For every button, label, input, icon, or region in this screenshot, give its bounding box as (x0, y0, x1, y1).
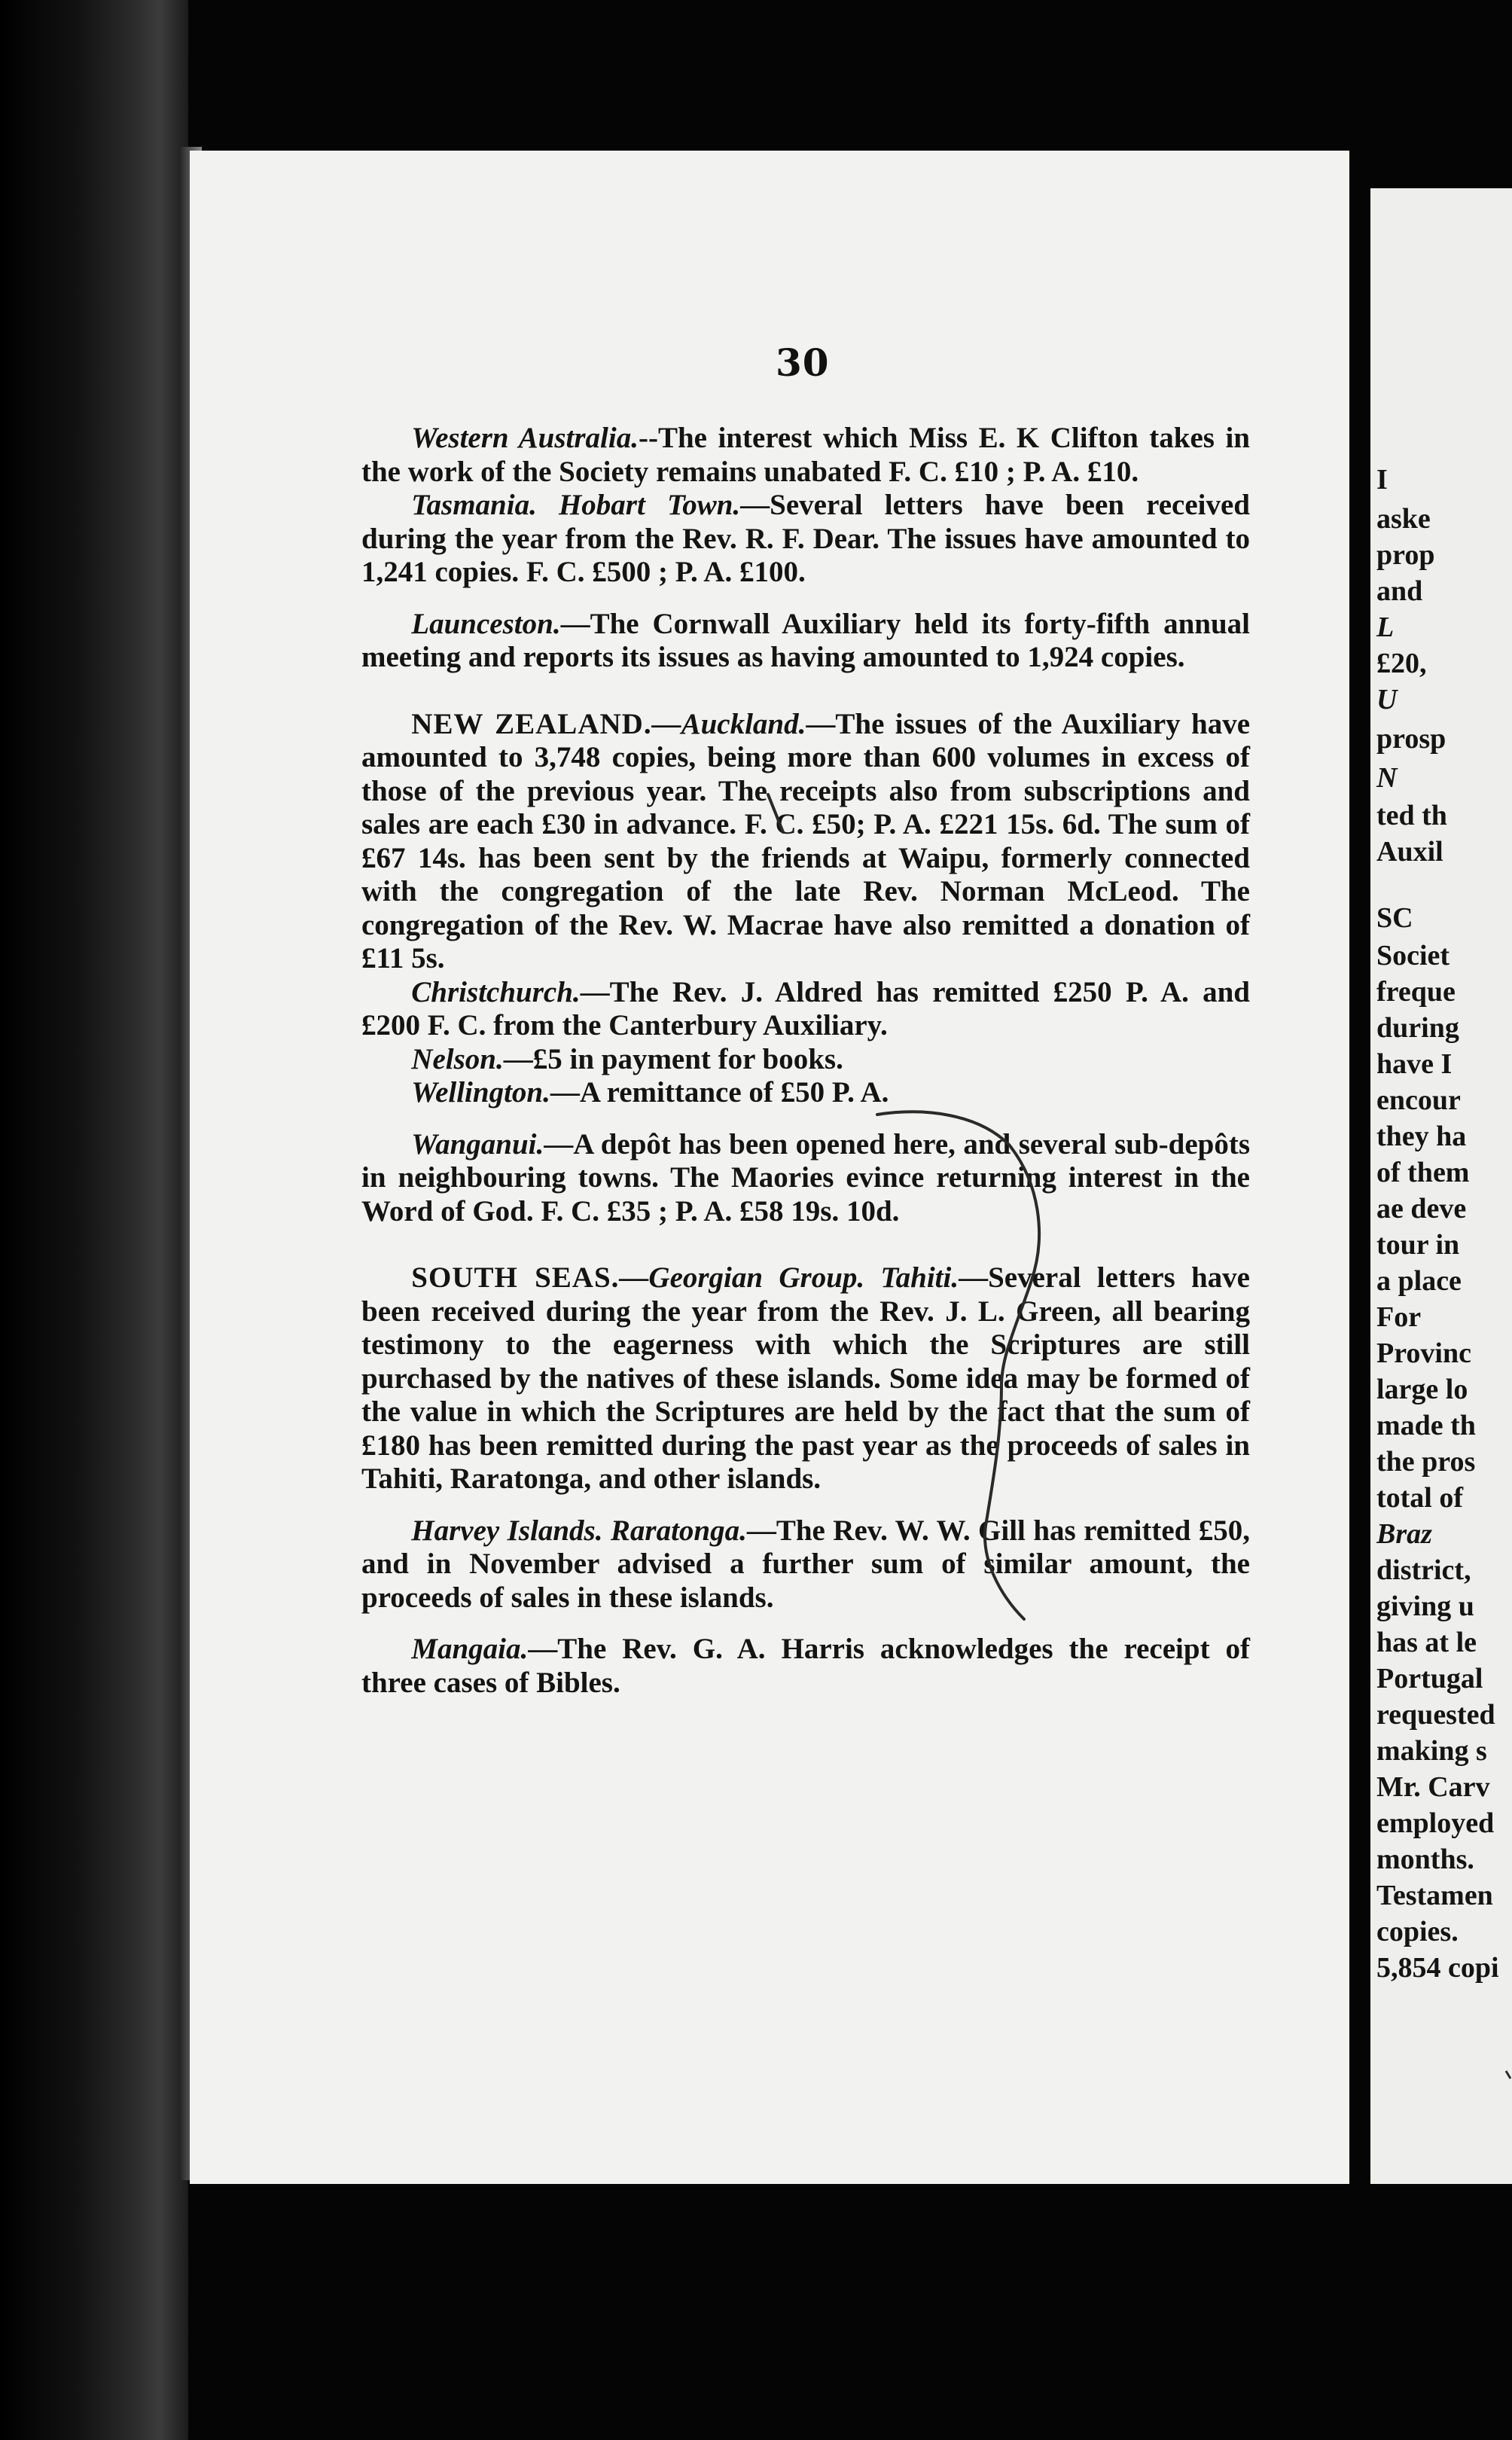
paragraph-body: —Several letters have been received during the year from the Rev. R. F. Dear. The issues have amounted to 1,241 copies. F. C. £500 ; P. A. £100. (361, 489, 1250, 588)
paragraph-lead: Wellington. (411, 1076, 550, 1109)
paragraph-christchurch (361, 976, 1250, 1043)
paragraph-body: —The Rev. W. W. Gill has remitted £50, and in November advised a further sum of similar amount, the proceeds of sales in these islands. (361, 1514, 1250, 1614)
facing-page-line: Mr. Carv (1376, 1771, 1490, 1803)
facing-page-line: L (1376, 612, 1395, 643)
facing-page-line: ted th (1376, 800, 1447, 831)
facing-page-line: of them (1376, 1157, 1470, 1188)
facing-page-line: and (1376, 575, 1423, 607)
facing-page-line: employed (1376, 1807, 1495, 1839)
paragraph-body: —£5 in payment for books. (503, 1042, 843, 1075)
facing-page-line: made th (1376, 1410, 1476, 1441)
paragraph-mangaia (361, 1633, 1250, 1700)
paragraph-body: —Several letters have been received during the year from the Rev. J. L. Green, all bearing testimony to the eagerness with which the Scriptures are still purchased by the natives of these islands. Some idea may be formed of the value in which the Scriptures are held by the fact that the sum of £180 has been remitted during the past year as the proceeds of sales in Tahiti, Raratonga, and other islands. (361, 1261, 1250, 1495)
paragraph-body: —A depôt has been opened here, and several sub-depôts in neighbouring towns. The Maories evince returning interest in the Word of God. F. C. £35 ; P. A. £58 19s. 10d. (361, 1127, 1250, 1228)
paragraph-body: —A remittance of £50 P. A. (550, 1076, 889, 1109)
facing-page-line: Societ (1376, 940, 1450, 971)
facing-page-line: giving u (1376, 1591, 1474, 1622)
paragraph-lead: Mangaia. (411, 1633, 529, 1665)
paragraph-new-zealand (361, 708, 1250, 976)
paragraph-wellington (361, 1076, 1250, 1110)
facing-page-line: tour in (1376, 1229, 1460, 1261)
facing-page-line: Auxil (1376, 836, 1443, 868)
facing-page-line: requested (1376, 1699, 1495, 1731)
paragraph-tasmania (361, 489, 1250, 590)
facing-page-line: I (1376, 464, 1388, 496)
facing-page-line: the pros (1376, 1446, 1476, 1478)
facing-page-line: has at le (1376, 1627, 1477, 1658)
facing-page-line: Portugal (1376, 1663, 1483, 1694)
paragraph-south-seas (361, 1261, 1250, 1496)
paragraph-body: —The Rev. G. A. Harris acknowledges the receipt of three cases of Bibles. (361, 1633, 1250, 1699)
facing-page-line: N (1376, 762, 1398, 794)
paragraph-lead: Nelson. (411, 1042, 504, 1075)
facing-page-line: have I (1376, 1048, 1453, 1080)
facing-page-line: copies. (1376, 1916, 1459, 1947)
paragraph-body: —The Cornwall Auxiliary held its forty-fifth annual meeting and reports its issues as having amounted to 1,924 copies. (361, 607, 1250, 673)
paragraph-lead: Christchurch. (411, 975, 581, 1008)
facing-page-line: £20, (1376, 648, 1427, 679)
paragraph-lead: —Auckland. (651, 707, 806, 740)
section-heading: SOUTH SEAS. (411, 1261, 620, 1294)
facing-page-line: ae deve (1376, 1193, 1467, 1225)
paragraph-nelson (361, 1043, 1250, 1077)
paragraph-lead: —Georgian Group. Tahiti. (619, 1261, 959, 1294)
facing-page (1370, 188, 1512, 2184)
paragraph-launceston (361, 608, 1250, 675)
paragraph-lead: Wanganui. (411, 1127, 544, 1161)
facing-page-line: making s (1376, 1735, 1487, 1767)
facing-page-line: Braz (1376, 1518, 1432, 1550)
paragraph-lead: Western Australia. (411, 422, 639, 454)
paragraph-wanganui (361, 1128, 1250, 1229)
paragraph-body: —The Rev. J. Aldred has remitted £250 P. A. and £200 F. C. from the Canterbury Auxiliary. (361, 975, 1250, 1042)
section-heading: NEW ZEALAND. (411, 707, 652, 740)
paragraph-western-australia (361, 422, 1250, 489)
facing-page-line: SC (1376, 902, 1413, 934)
paragraph-lead: Launceston. (411, 607, 561, 640)
paragraph-body: --The interest which Miss E. K Clifton takes in the work of the Society remains unabated F. C. £10 ; P. A. £10. (361, 422, 1250, 488)
page-number: 30 (776, 340, 830, 385)
page-body-text (361, 422, 1250, 1700)
paragraph-lead: Tasmania. Hobart Town. (411, 489, 741, 521)
facing-page-line: U (1376, 684, 1398, 715)
facing-page-line: freque (1376, 976, 1456, 1008)
facing-page-line: total of (1376, 1482, 1464, 1514)
facing-page-line: 5,854 copi (1376, 1952, 1499, 1984)
facing-page-line: Provinc (1376, 1337, 1471, 1369)
facing-page-line: during (1376, 1012, 1459, 1044)
facing-page-line: prop (1376, 539, 1435, 571)
facing-page-line: prosp (1376, 723, 1446, 755)
paragraph-lead: Harvey Islands. Raratonga. (411, 1514, 747, 1547)
facing-page-line: aske (1376, 503, 1431, 535)
book-spine-shadow (0, 0, 188, 2440)
facing-page-line: months. (1376, 1844, 1474, 1875)
facing-page-line: Testamen (1376, 1880, 1493, 1911)
facing-page-line: district, (1376, 1554, 1471, 1586)
paragraph-body: —The issues of the Auxiliary have amounted to 3,748 copies, being more than 600 volumes in excess of those of the previous year. The receipts also from subscriptions and sales are each £30 in advance. F. C. £50; P. A. £221 15s. 6d. The sum of £67 14s. has been sent by the friends at Waipu, formerly connected with the congregation of the late Rev. Norman McLeod. The congregation of the Rev. W. Macrae have also remitted a donation of £11 5s. (361, 707, 1251, 974)
facing-page-line: they ha (1376, 1121, 1467, 1152)
paragraph-harvey-islands (361, 1514, 1250, 1615)
facing-page-line: For (1376, 1301, 1422, 1333)
facing-page-line: a place (1376, 1265, 1462, 1297)
facing-page-line: encour (1376, 1084, 1461, 1116)
facing-page-line: large lo (1376, 1374, 1468, 1405)
